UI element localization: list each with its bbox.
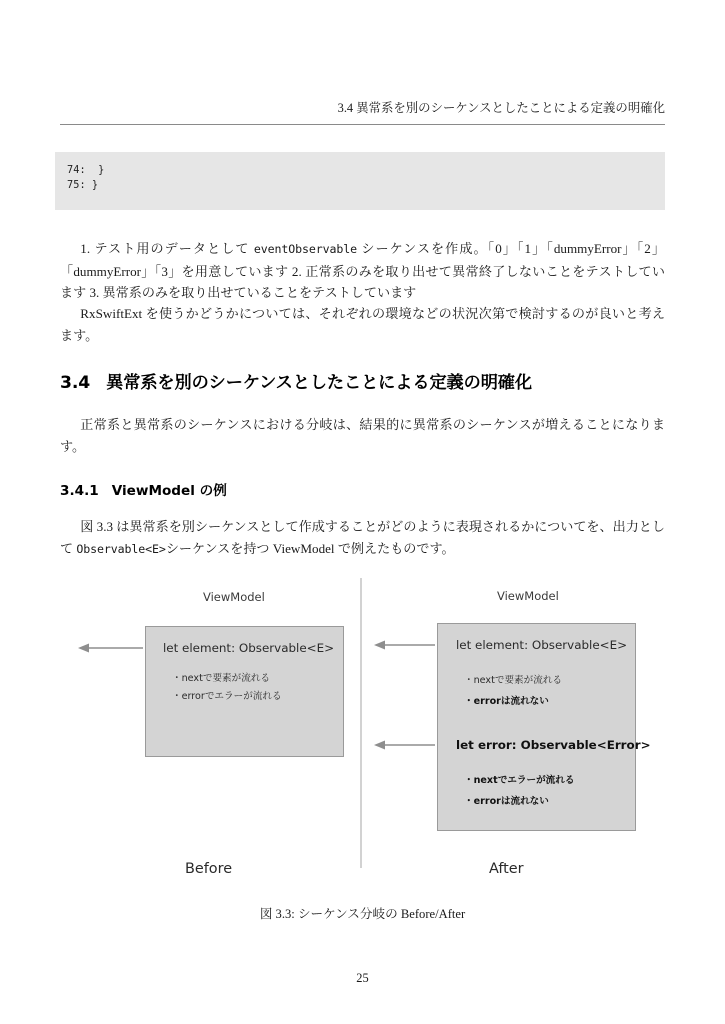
subsection-number: 3.4.1 [60, 483, 99, 499]
after-element-output-arrow [374, 641, 435, 650]
section-title: 異常系を別のシーケンスとしたことによる定義の明確化 [106, 373, 532, 393]
before-bullet-2: ・errorでエラーが流れる [172, 691, 282, 702]
before-box-title: let element: Observable<E> [163, 641, 335, 655]
code-line: 75: } [67, 180, 99, 191]
inline-code-observable-e: Observable<E> [76, 541, 166, 556]
inline-code-eventobservable: eventObservable [253, 242, 358, 256]
subsection-heading-3-4-1 [60, 482, 665, 500]
subsection-paragraph-after: シーケンスを持つ ViewModel で例えたものです。 [165, 540, 455, 556]
after-group-2-bullet-2: ・errorは流れない [464, 796, 549, 807]
before-viewmodel-label: ViewModel [203, 590, 265, 604]
running-header: 3.4 異常系を別のシーケンスとしたことによる定義の明確化 [337, 101, 665, 115]
figure-3-3 [0, 575, 725, 875]
after-group-2-bullet-1: ・nextでエラーが流れる [464, 775, 575, 786]
subsection-title: ViewModel の例 [111, 483, 227, 499]
section-heading-3-4 [60, 372, 665, 394]
after-error-output-arrow [374, 741, 435, 750]
page-number: 25 [356, 971, 369, 985]
list-paragraph [60, 238, 665, 304]
after-group-1-bullet-1: ・nextで要素が流れる [464, 675, 563, 686]
before-output-arrow [78, 644, 143, 653]
header-rule [60, 124, 665, 125]
list-paragraph-text-before: 1. テスト用のデータとして [80, 241, 254, 256]
before-bullet-1: ・nextで要素が流れる [172, 673, 271, 684]
subsection-3-4-1-paragraph [60, 516, 665, 560]
figure-caption: 図 3.3: シーケンス分岐の Before/After [259, 907, 466, 921]
section-number: 3.4 [60, 373, 91, 393]
after-group-2-title: let error: Observable<Error> [456, 738, 651, 752]
code-block [55, 152, 665, 210]
after-group-1-bullet-2: ・errorは流れない [464, 696, 549, 707]
section-3-4-paragraph: 正常系と異常系のシーケンスにおける分岐は、結果的に異常系のシーケンスが増えることになります。 [60, 417, 665, 454]
list-paragraph-text-after: シーケンスを作成。「0」「1」「dummyError」「2」「dummyError」「3」を用意しています 2. 正常系のみを取り出せて異常終了しないことをテストしています 3. 異常系のみを取り出せていることをテストしています [60, 241, 665, 300]
after-viewmodel-label: ViewModel [497, 589, 559, 603]
after-side-label: After [489, 861, 524, 877]
after-group-1-title: let element: Observable<E> [456, 638, 628, 652]
rxswiftext-paragraph: RxSwiftExt を使うかどうかについては、それぞれの環境などの状況次第で検討するのが良いと考えます。 [60, 306, 665, 343]
before-side-label: Before [185, 861, 233, 877]
code-line: 74: } [67, 165, 105, 176]
subsection-paragraph-before: 図 3.3 は異常系を別シーケンスとして作成することがどのように表現されるかについてを、出力として [60, 519, 665, 556]
